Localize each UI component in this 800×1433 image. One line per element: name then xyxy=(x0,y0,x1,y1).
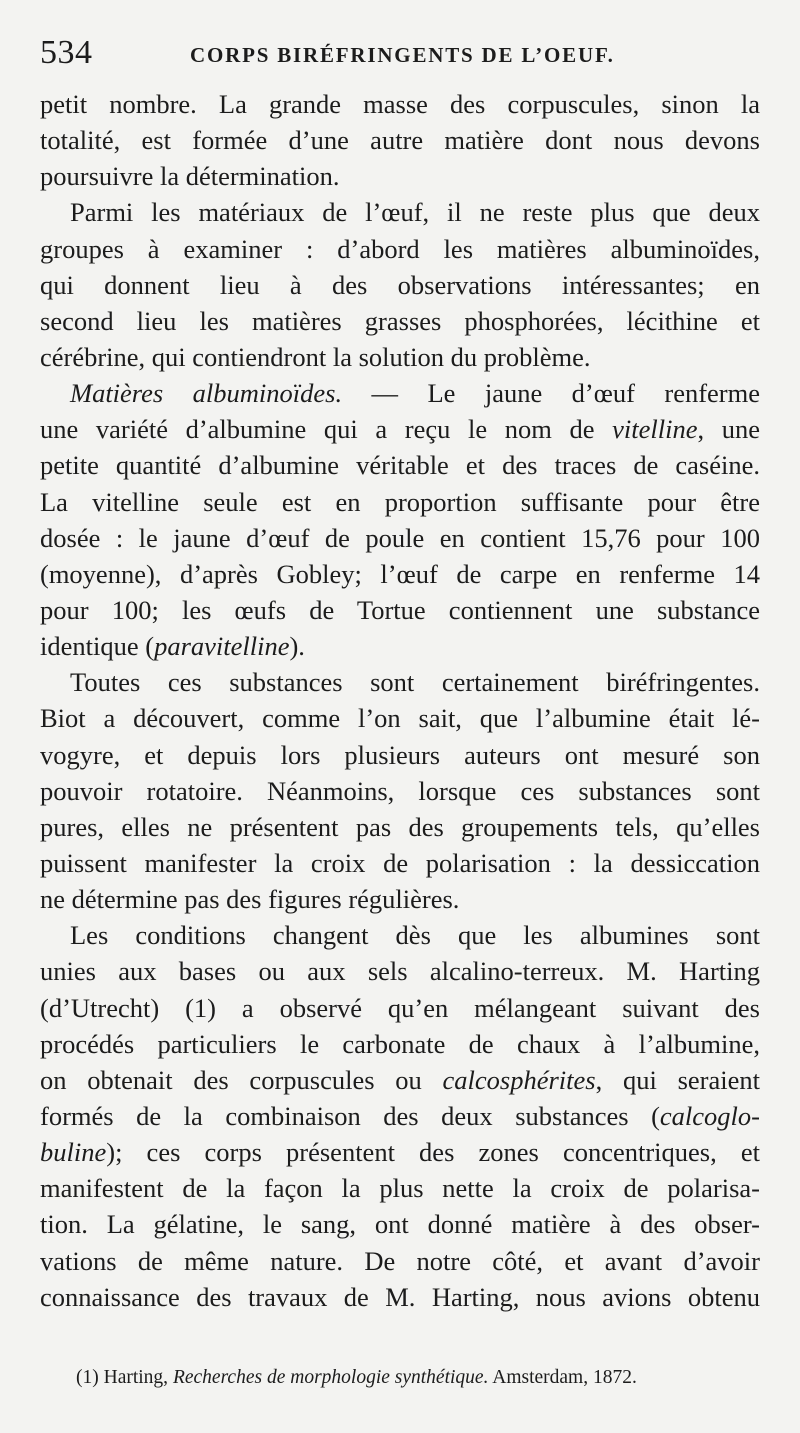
text-run: pour 100; les œufs de Tortue contiennent une substance xyxy=(40,594,760,625)
text-run: vogyre, et depuis lors plusieurs auteurs ont mesuré son xyxy=(40,739,760,770)
italic-text: Matières albuminoïdes. xyxy=(70,378,343,409)
text-run: procédés particuliers le carbonate de chaux à l’albumine, xyxy=(40,1028,760,1059)
footnote-title: Recherches de morphologie synthétique. xyxy=(172,1367,489,1388)
text-line xyxy=(40,1206,760,1242)
footnote xyxy=(76,1367,756,1389)
text-line xyxy=(40,664,760,700)
page-header xyxy=(40,34,760,74)
text-run: ); ces corps présentent des zones concentriques, et xyxy=(106,1137,760,1168)
text-line xyxy=(40,628,760,664)
italic-text: buline xyxy=(40,1137,107,1168)
text-line xyxy=(40,447,760,483)
text-line xyxy=(40,773,760,809)
text-run: petit nombre. La grande masse des corpuscules, sinon la xyxy=(40,89,760,119)
text-run: identique ( xyxy=(40,631,155,662)
text-line xyxy=(40,990,760,1026)
text-line xyxy=(40,809,760,845)
text-run: (d’Utrecht) (1) a observé qu’en mélangeant suivant des xyxy=(40,992,760,1023)
text-line xyxy=(40,375,760,411)
text-line xyxy=(40,1098,760,1134)
text-run: Biot a découvert, comme l’on sait, que l’albumine était lé- xyxy=(40,703,760,734)
text-run: formés de la combinaison des deux substances ( xyxy=(40,1100,660,1131)
text-run: tion. La gélatine, le sang, ont donné matière à des obser- xyxy=(40,1209,760,1240)
text-line xyxy=(40,1243,760,1279)
text-line xyxy=(40,737,760,773)
text-line xyxy=(40,484,760,520)
text-run: pures, elles ne présentent pas des groupements tels, qu’elles xyxy=(40,811,760,842)
running-title: CORPS BIRÉFRINGENTS DE L’OEUF. xyxy=(190,43,615,67)
text-run: (moyenne), d’après Gobley; l’œuf de carpe en renferme 14 xyxy=(40,558,760,589)
text-run: Les conditions changent dès que les albumines sont xyxy=(70,920,760,951)
text-run: second lieu les matières grasses phosphorées, lécithine et xyxy=(40,305,760,336)
text-run: pouvoir rotatoire. Néanmoins, lorsque ces substances sont xyxy=(40,775,760,806)
text-run: manifestent de la façon la plus nette la croix de polarisa- xyxy=(40,1173,760,1204)
text-line xyxy=(40,231,760,267)
text-run: vations de même nature. De notre côté, et avant d’avoir xyxy=(40,1245,760,1276)
text-line xyxy=(40,953,760,989)
text-run: dosée : le jaune d’œuf de poule en contient 15,76 pour 100 xyxy=(40,522,760,553)
text-run: on obtenait des corpuscules ou xyxy=(40,1064,443,1095)
text-run: petite quantité d’albumine véritable et des traces de caséine. xyxy=(40,450,760,481)
text-run: ). xyxy=(289,631,305,662)
text-run: — Le jaune d’œuf renferme xyxy=(342,378,760,409)
text-run: , qui seraient xyxy=(595,1064,760,1095)
footnote-rest: Amsterdam, 1872. xyxy=(488,1367,637,1388)
text-run: , une xyxy=(697,414,760,445)
text-line xyxy=(40,1062,760,1098)
text-run: qui donnent lieu à des observations intéressantes; en xyxy=(40,269,760,300)
text-run: totalité, est formée d’une autre matière dont nous devons xyxy=(40,125,760,156)
text-line xyxy=(40,122,760,158)
text-line xyxy=(40,556,760,592)
text-line xyxy=(40,267,760,303)
italic-text: vitelline xyxy=(612,414,698,445)
text-run: Toutes ces substances sont certainement biréfringentes. xyxy=(70,667,760,698)
text-line xyxy=(40,592,760,628)
text-line xyxy=(40,1134,760,1170)
text-line xyxy=(40,520,760,556)
text-run: unies aux bases ou aux sels alcalino-terreux. M. Harting xyxy=(40,956,760,987)
text-line xyxy=(40,1170,760,1206)
text-line xyxy=(40,411,760,447)
text-run: une variété d’albumine qui a reçu le nom de xyxy=(40,414,613,445)
text-line xyxy=(40,881,760,917)
text-run: puissent manifester la croix de polarisation : la dessiccation xyxy=(40,847,760,878)
text-run: Parmi les matériaux de l’œuf, il ne reste plus que deux xyxy=(70,197,760,228)
text-line xyxy=(40,1279,760,1315)
text-line xyxy=(40,194,760,230)
text-run: ne détermine pas des figures régulières. xyxy=(40,884,460,915)
text-line xyxy=(40,339,760,375)
text-run: groupes à examiner : d’abord les matières albuminoïdes, xyxy=(40,233,760,264)
text-run: La vitelline seule est en proportion suffisante pour être xyxy=(40,486,760,517)
italic-text: paravitelline xyxy=(154,631,290,662)
text-run: connaissance des travaux de M. Harting, nous avions obtenu xyxy=(40,1281,760,1312)
text-line xyxy=(40,303,760,339)
page-number: 534 xyxy=(40,34,93,71)
body-text xyxy=(40,86,760,1315)
text-line xyxy=(40,700,760,736)
text-line xyxy=(40,158,760,194)
italic-text: calcoglo- xyxy=(659,1100,760,1131)
text-line xyxy=(40,1026,760,1062)
text-line xyxy=(40,845,760,881)
italic-text: calcosphérites xyxy=(442,1064,596,1095)
text-run: poursuivre la détermination. xyxy=(40,161,340,192)
text-line xyxy=(40,86,760,122)
footnote-marker: (1) Harting, xyxy=(76,1367,173,1388)
text-run: cérébrine, qui contiendront la solution du problème. xyxy=(40,341,591,372)
text-line xyxy=(40,917,760,953)
